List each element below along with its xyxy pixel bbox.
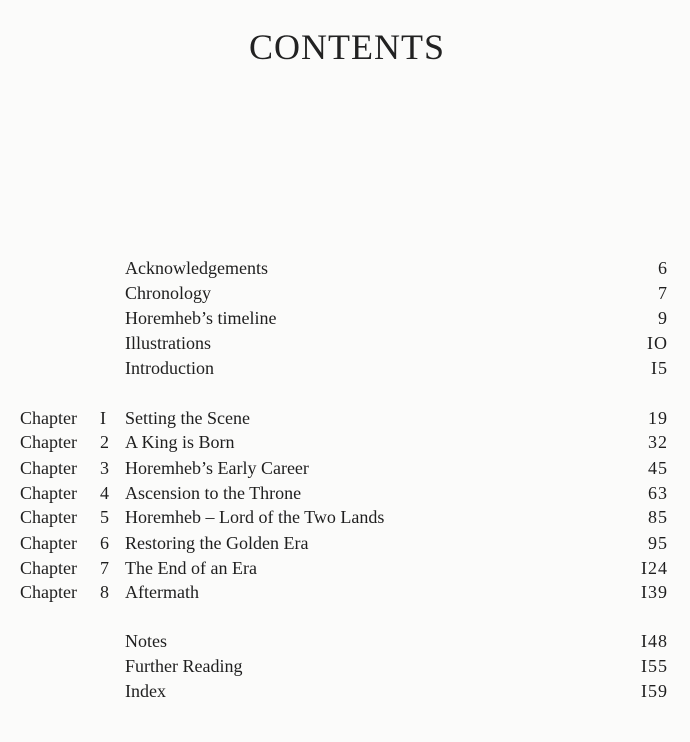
toc-chapter-3[interactable]	[0, 456, 690, 480]
entry-page-number: 45	[648, 458, 668, 478]
chapter-label: Chapter 8	[20, 582, 109, 602]
entry-page-number: 63	[648, 483, 668, 503]
toc-chapter-5[interactable]	[0, 505, 690, 529]
entry-title: Illustrations	[125, 333, 211, 353]
entry-title: Horemheb’s timeline	[125, 308, 277, 328]
entry-page-number: 9	[658, 308, 668, 328]
chapter-title: Aftermath	[125, 582, 199, 602]
chapter-title: A King is Born	[125, 432, 235, 452]
chapter-title: The End of an Era	[125, 558, 257, 578]
chapter-label: Chapter 2	[20, 432, 109, 452]
chapter-title: Restoring the Golden Era	[125, 533, 309, 553]
toc-chapter-4[interactable]	[0, 481, 690, 505]
entry-page-number: I55	[641, 656, 668, 676]
entry-page-number: I59	[641, 681, 668, 701]
chapter-label: Chapter 7	[20, 558, 109, 578]
chapter-label: Chapter 4	[20, 483, 109, 503]
entry-page-number: I48	[641, 631, 668, 651]
toc-entry-illustrations[interactable]	[0, 331, 690, 355]
chapter-label: Chapter 3	[20, 458, 109, 478]
chapter-title: Horemheb’s Early Career	[125, 458, 309, 478]
toc-entry-index[interactable]	[0, 679, 690, 703]
entry-title: Further Reading	[125, 656, 243, 676]
toc-chapter-1[interactable]	[0, 406, 690, 430]
toc-chapter-7[interactable]	[0, 556, 690, 580]
toc-entry-introduction[interactable]	[0, 356, 690, 380]
toc-chapter-8[interactable]	[0, 580, 690, 604]
toc-entry-further-reading[interactable]	[0, 654, 690, 678]
toc-entry-timeline[interactable]	[0, 306, 690, 330]
entry-page-number: I24	[641, 558, 668, 578]
entry-page-number: 7	[658, 283, 668, 303]
toc-entry-acknowledgements[interactable]	[0, 256, 690, 280]
entry-title: Acknowledgements	[125, 258, 268, 278]
toc-entry-chronology[interactable]	[0, 281, 690, 305]
chapter-title: Setting the Scene	[125, 408, 250, 428]
toc-chapter-6[interactable]	[0, 531, 690, 555]
entry-page-number: 32	[648, 432, 668, 452]
chapter-title: Horemheb – Lord of the Two Lands	[125, 507, 385, 527]
toc-entry-notes[interactable]	[0, 629, 690, 653]
entry-page-number: IO	[647, 333, 668, 353]
toc-chapter-2[interactable]	[0, 430, 690, 454]
entry-page-number: 19	[648, 408, 668, 428]
entry-page-number: I39	[641, 582, 668, 602]
entry-page-number: 95	[648, 533, 668, 553]
chapter-title: Ascension to the Throne	[125, 483, 302, 503]
entry-page-number: 6	[658, 258, 668, 278]
chapter-label: Chapter I	[20, 408, 106, 428]
entry-title: Chronology	[125, 283, 212, 303]
entry-title: Introduction	[125, 358, 214, 378]
page-title: CONTENTS	[249, 27, 445, 67]
chapter-label: Chapter 5	[20, 507, 109, 527]
entry-page-number: 85	[648, 507, 668, 527]
entry-title: Index	[125, 681, 166, 701]
entry-page-number: I5	[651, 358, 668, 378]
entry-title: Notes	[125, 631, 167, 651]
chapter-label: Chapter 6	[20, 533, 109, 553]
